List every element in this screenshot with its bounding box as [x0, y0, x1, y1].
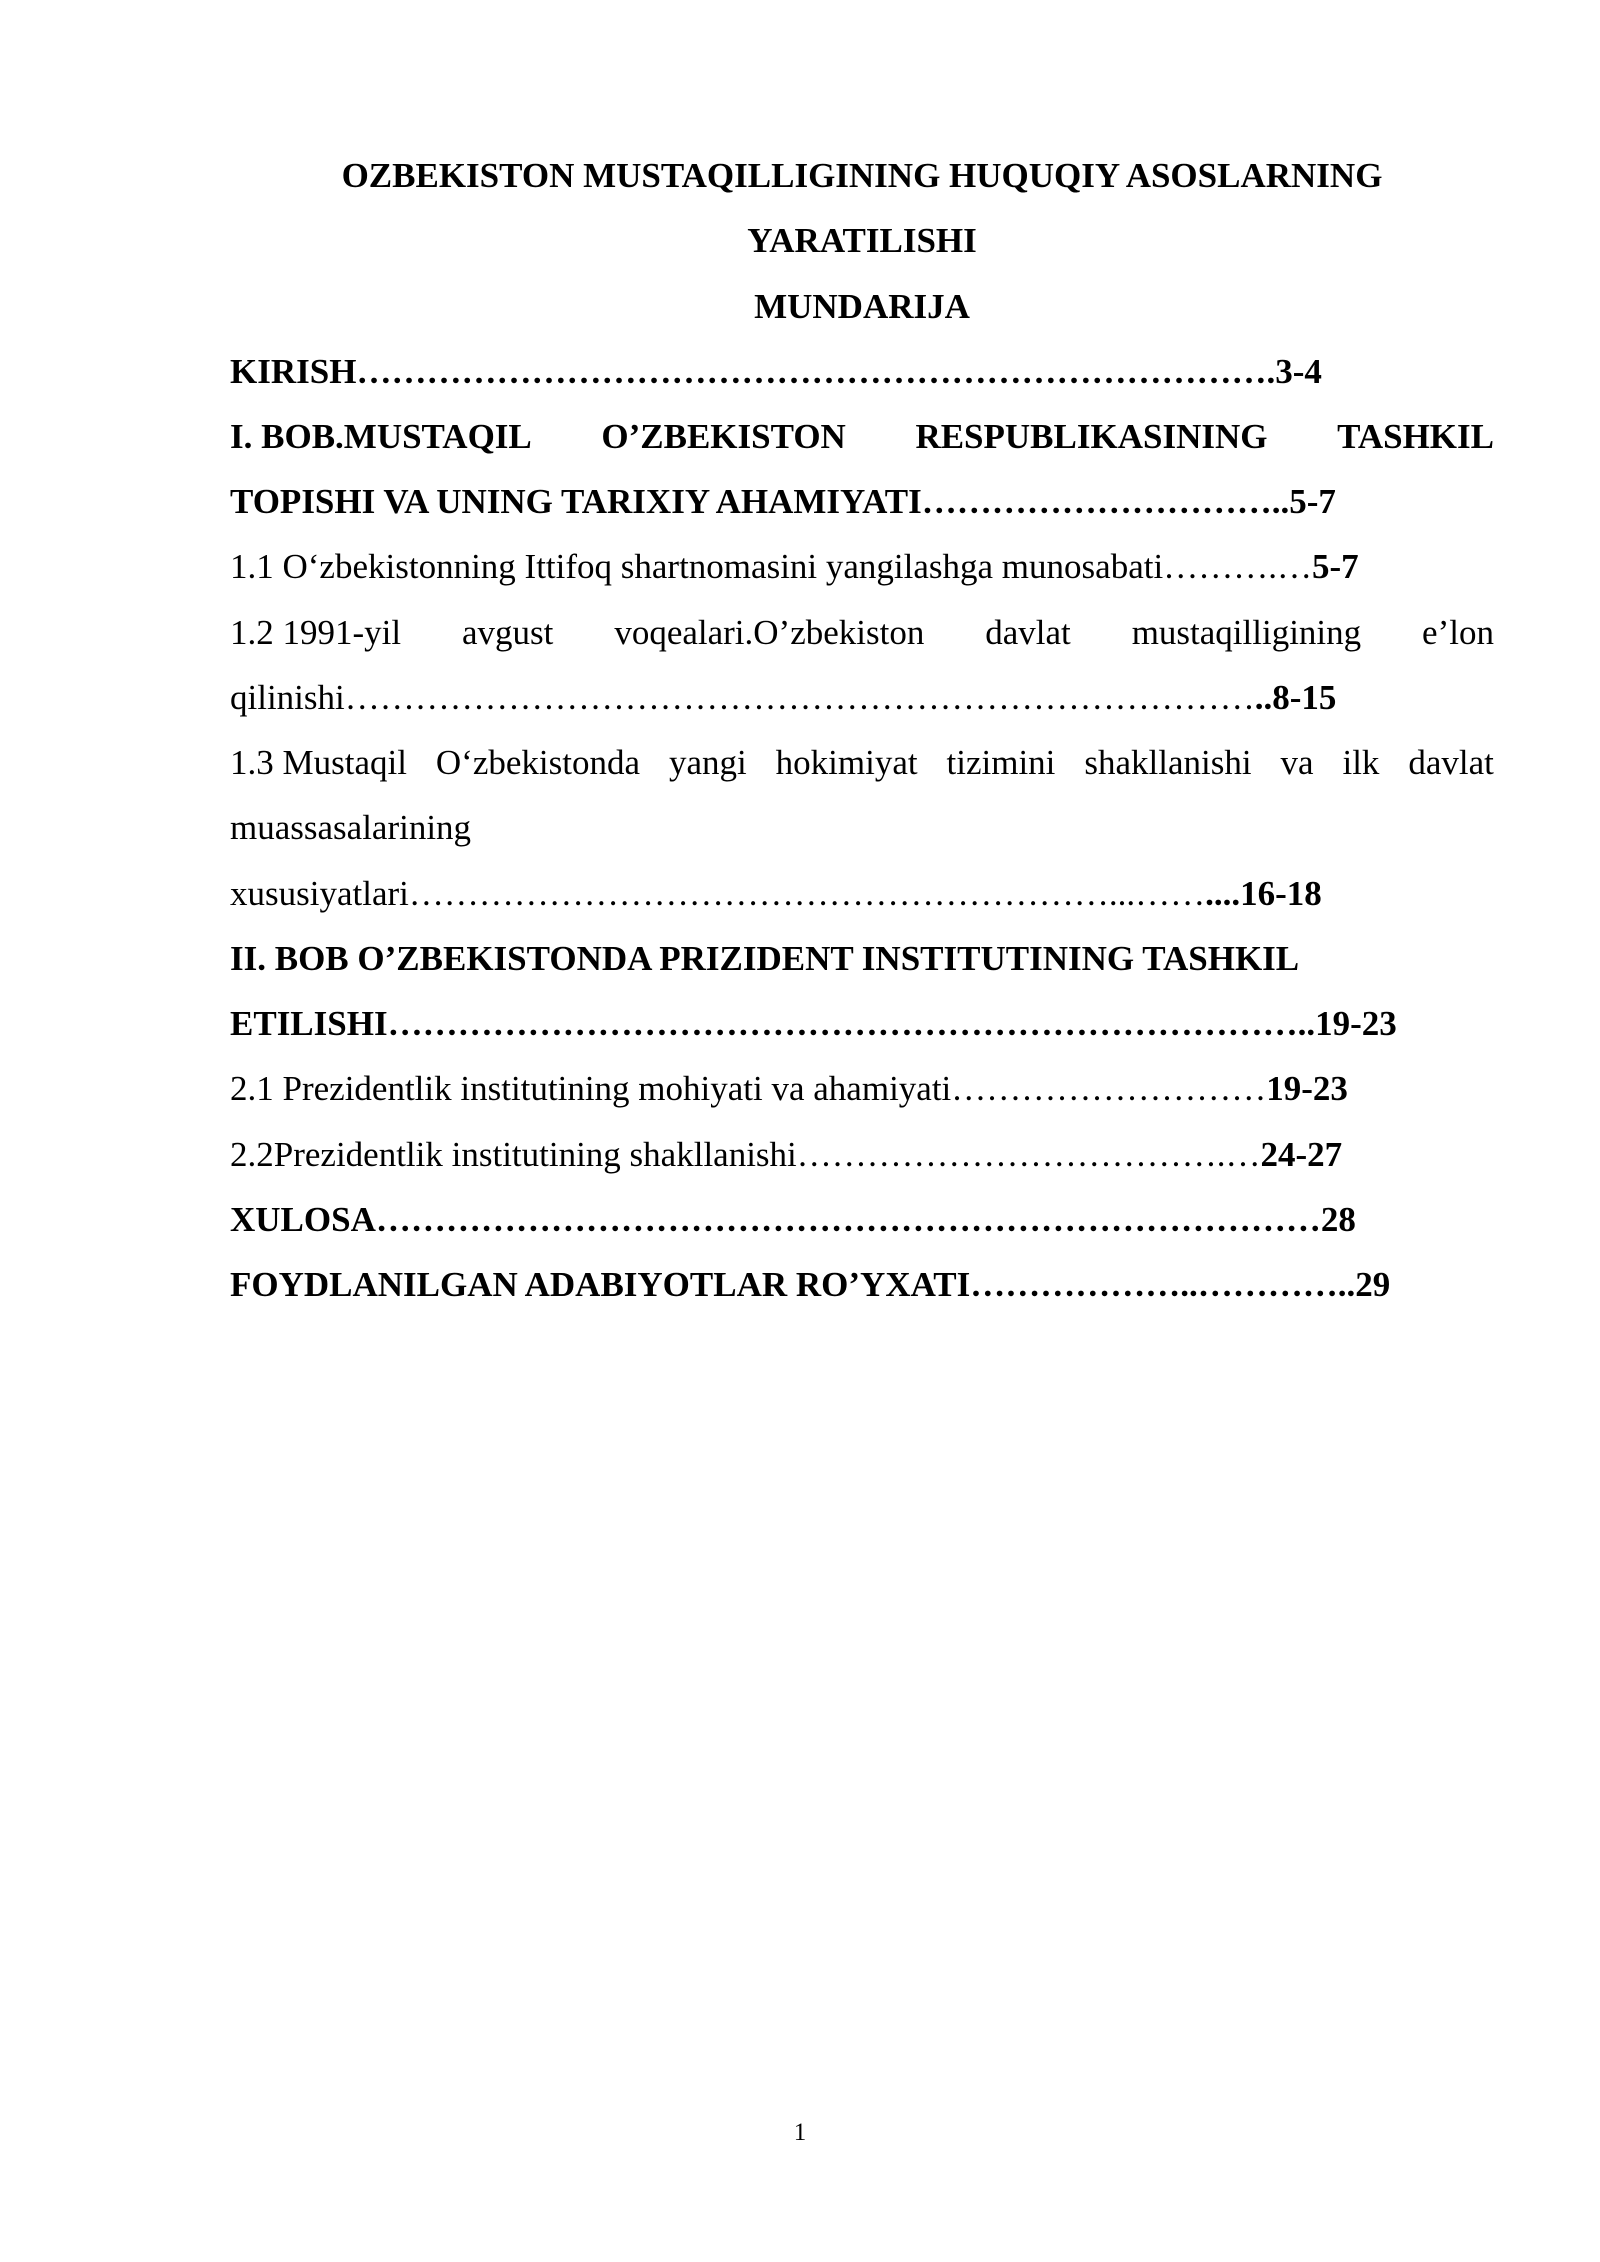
- toc-leader-dots-bold: ..: [1254, 678, 1273, 717]
- toc-page-number: 3-4: [1275, 352, 1322, 391]
- toc-word: avgust: [462, 613, 554, 652]
- toc-page-number: 19-23: [1315, 1004, 1397, 1043]
- document-title: [230, 143, 1494, 208]
- toc-entry-label: 2.1 Prezidentlik institutining mohiyati va ahamiyati: [230, 1069, 952, 1108]
- document-title-continued: [230, 208, 1494, 273]
- toc-word: e’lon: [1422, 613, 1494, 652]
- toc-entry-label: FOYDLANILGAN ADABIYOTLAR RO’YXATI: [230, 1265, 971, 1304]
- toc-entry-1-3-continued: [230, 795, 1494, 860]
- toc-leader-dots: ……………………………………………………...……: [408, 874, 1206, 913]
- toc-entry-label: ETILISHI: [230, 1004, 388, 1043]
- toc-page-number: 29: [1355, 1265, 1391, 1304]
- toc-word: va: [1280, 743, 1314, 782]
- toc-entry-chapter-2-continued: [230, 991, 1494, 1056]
- toc-leader-dots: ……….…: [1163, 547, 1312, 586]
- toc-page-number: 24-27: [1260, 1135, 1343, 1174]
- toc-entry-1-3: [230, 730, 1494, 795]
- toc-leader-dots: ……………………………………………………………………: [344, 678, 1255, 717]
- toc-entry-1-2-continued: [230, 665, 1494, 730]
- toc-leader-dots: ………………..…………..: [970, 1265, 1356, 1304]
- toc-entry-label: KIRISH: [230, 352, 357, 391]
- toc-word: mustaqilligining: [1131, 613, 1362, 652]
- toc-word: shakllanishi: [1084, 743, 1252, 782]
- toc-entry-label: 2.2Prezidentlik institutining shakllanishi: [230, 1135, 797, 1174]
- toc-word: TASHKIL: [1337, 417, 1494, 456]
- toc-entry-kirish: [230, 339, 1494, 404]
- toc-page-number: 5-7: [1289, 482, 1336, 521]
- toc-leader-dots: …………………………..: [921, 482, 1290, 521]
- toc-leader-dots: …………………………………………………………………….: [356, 352, 1276, 391]
- toc-entry-chapter-1: [230, 404, 1494, 469]
- toc-leader-dots-bold: ....: [1205, 874, 1241, 913]
- toc-word: 1.3 Mustaqil: [230, 743, 407, 782]
- toc-page-number: 8-15: [1272, 678, 1337, 717]
- toc-entry-1-3-last-line: [230, 861, 1494, 926]
- toc-entry-chapter-2: [230, 926, 1494, 991]
- toc-word: RESPUBLIKASINING: [915, 417, 1268, 456]
- toc-word: voqealari.O’zbekiston: [614, 613, 925, 652]
- toc-entry-chapter-1-continued: [230, 469, 1494, 534]
- toc-entry-xulosa: [230, 1187, 1494, 1252]
- toc-entry-adabiyotlar: [230, 1252, 1494, 1317]
- toc-page-number: 5-7: [1311, 547, 1359, 586]
- toc-page-number: 28: [1320, 1200, 1356, 1239]
- toc-word: 1.2 1991-yil: [230, 613, 402, 652]
- toc-entry-2-1: [230, 1056, 1494, 1121]
- toc-word: ilk: [1342, 743, 1380, 782]
- toc-word: tizimini: [946, 743, 1056, 782]
- toc-entry-2-2: [230, 1122, 1494, 1187]
- toc-entry-label: 1.1 O‘zbekistonning Ittifoq shartnomasini yangilashga munosabati: [230, 547, 1164, 586]
- toc-word: I. BOB.MUSTAQIL: [230, 417, 532, 456]
- toc-heading: [230, 274, 1494, 339]
- toc-leader-dots: ………………………: [951, 1069, 1267, 1108]
- toc-entry-label: qilinishi: [230, 678, 345, 717]
- toc-word: O‘zbekistonda: [435, 743, 640, 782]
- toc-leader-dots: ……………………………….…: [796, 1135, 1261, 1174]
- toc-word: O’ZBEKISTON: [601, 417, 846, 456]
- toc-page-number: 19-23: [1266, 1069, 1348, 1108]
- title-line-1: OZBEKISTON MUSTAQILLIGINING HUQUQIY ASOSLARNING: [341, 156, 1383, 195]
- toc-heading-text: MUNDARIJA: [754, 287, 970, 326]
- title-line-2: YARATILISHI: [747, 221, 977, 260]
- toc-page-number: 16-18: [1240, 874, 1322, 913]
- toc-word: hokimiyat: [775, 743, 918, 782]
- toc-word: davlat: [1408, 743, 1494, 782]
- toc-leader-dots: ………………………………………………………………………: [375, 1200, 1321, 1239]
- page-number: 1: [793, 2119, 807, 2146]
- toc-entry-1-2: [230, 600, 1494, 665]
- toc-word: yangi: [668, 743, 747, 782]
- toc-entry-label: muassasalarining: [230, 808, 472, 847]
- toc-word: davlat: [985, 613, 1071, 652]
- toc-entry-label: XULOSA: [230, 1200, 376, 1239]
- toc-entry-label: II. BOB O’ZBEKISTONDA PRIZIDENT INSTITUTINING TASHKIL: [230, 939, 1300, 978]
- toc-entry-1-1: [230, 534, 1494, 599]
- toc-leader-dots: ……………………………………………………………………..: [387, 1004, 1316, 1043]
- toc-entry-label: xususiyatlari: [230, 874, 409, 913]
- toc-entry-label: TOPISHI VA UNING TARIXIY AHAMIYATI: [230, 482, 922, 521]
